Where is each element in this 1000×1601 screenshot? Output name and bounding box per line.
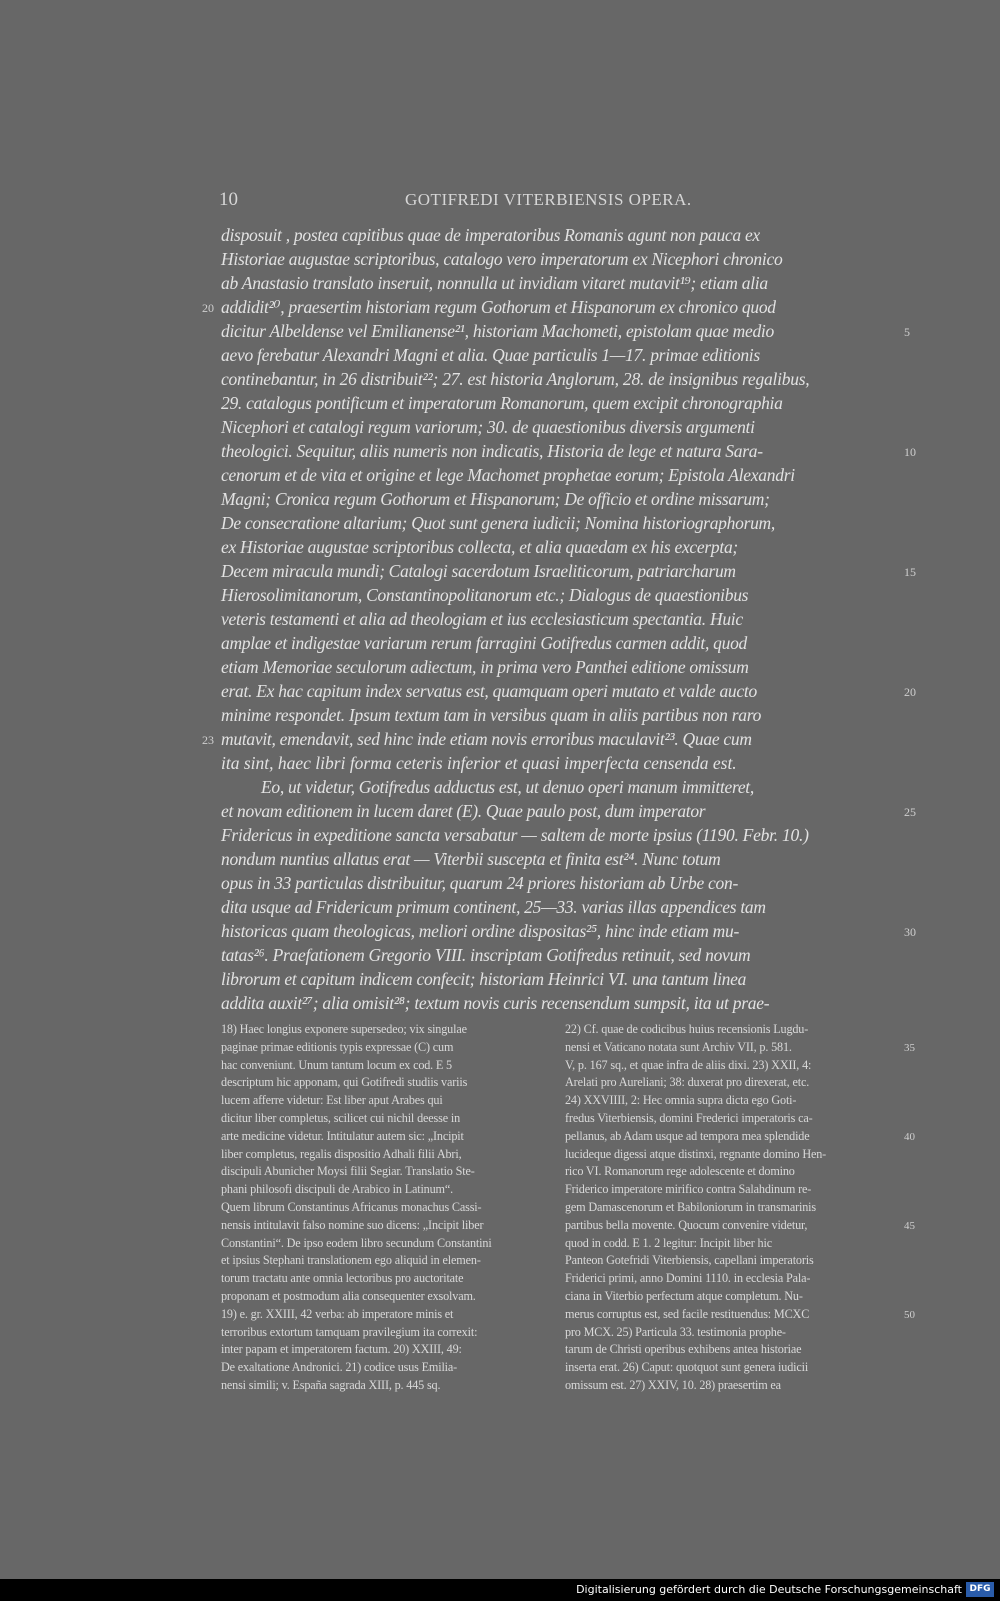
footnote-line: nensi simili; v. España sagrada XIII, p. 445 sq. <box>221 1377 441 1392</box>
text-line: Hierosolimitanorum, Constantinopolitanorum etc.; Dialogus de quaestionibus <box>221 585 749 605</box>
page-header <box>0 189 1000 213</box>
footnote-line: Friderici primi, anno Domini 1110. in ecclesia Pala- <box>565 1271 811 1286</box>
text-line: dita usque ad Fridericum primum continent, 25—33. varias illas appendices tam <box>221 897 766 917</box>
dfg-logo-icon: DFG <box>966 1582 994 1597</box>
text-line: Eo, ut videtur, Gotifredus adductus est, ut denuo operi manum immitteret, <box>261 777 754 797</box>
text-line: Historiae augustae scriptoribus, catalogo vero imperatorum ex Nicephori chronico <box>221 249 783 269</box>
text-line: Fridericus in expeditione sancta versabatur — saltem de morte ipsius (1190. Febr. 10.) <box>221 825 809 845</box>
footnote-line: lucideque digessi atque distinxi, regnante domino Hen- <box>565 1146 827 1161</box>
footer-bar <box>0 1579 1000 1601</box>
line-number-right: 25 <box>904 805 916 819</box>
footnote-line-number: 35 <box>904 1041 915 1054</box>
footnote-line: 18) Haec longius exponere supersedeo; vix singulae <box>221 1022 467 1036</box>
text-line: nondum nuntius allatus erat — Viterbii suscepta et finita est²⁴. Nunc totum <box>221 849 721 869</box>
line-number-right: 5 <box>904 325 910 339</box>
main-text-block <box>221 223 899 1015</box>
footnote-line: et ipsius Stephani translationem ego aliquid in elemen- <box>221 1253 481 1268</box>
footnote-line: fredus Viterbiensis, domini Frederici imperatoris ca- <box>565 1110 813 1125</box>
text-line: tatas²⁶. Praefationem Gregorio VIII. inscriptam Gotifredus retinuit, sed novum <box>221 945 751 965</box>
running-title: GOTIFREDI VITERBIENSIS OPERA. <box>405 190 692 209</box>
footnote-line: tarum de Christi operibus exhibens antea historiae <box>565 1342 802 1357</box>
line-number-left: 20 <box>202 301 214 315</box>
text-line: ab Anastasio translato inseruit, nonnulla ut invidiam vitaret mutavit¹⁹; etiam alia <box>221 273 768 293</box>
footnote-line: Quem librum Constantinus Africanus monachus Cassi- <box>221 1199 482 1214</box>
text-line: dicitur Albeldense vel Emilianense²¹, historiam Machometi, epistolam quae medio <box>221 321 774 341</box>
footnote-line: merus corruptus est, sed facile restituendus: MCXC <box>565 1306 810 1321</box>
text-line: theologici. Sequitur, aliis numeris non indicatis, Historia de lege et natura Sara- <box>221 441 763 461</box>
footnote-line: nensis intitulavit falso nomine suo dicens: „Incipit liber <box>221 1217 484 1232</box>
footnote-line: arte medicine videtur. Intitulatur autem sic: „Incipit <box>221 1128 464 1143</box>
footnote-line: pellanus, ab Adam usque ad tempora mea splendide <box>565 1128 810 1143</box>
text-line: 29. catalogus pontificum et imperatorum Romanorum, quem excipit chronographia <box>221 393 783 413</box>
text-line: Magni; Cronica regum Gothorum et Hispanorum; De officio et ordine missarum; <box>221 489 770 509</box>
page-number: 10 <box>219 189 238 210</box>
footnote-line: terroribus extortum tamquam pravilegium ita correxit: <box>221 1324 478 1339</box>
footnote-line-number: 40 <box>904 1130 915 1143</box>
footnote-line: ciana in Viterbio perfectum atque completum. Nu- <box>565 1288 803 1303</box>
footnote-line: torum tractatu ante omnia lectoribus pro auctoritate <box>221 1271 464 1286</box>
text-line: continebantur, in 26 distribuit²²; 27. est historia Anglorum, 28. de insignibus regalibus, <box>221 369 810 389</box>
footnotes-right-column <box>565 1021 895 1395</box>
text-line: ex Historiae augustae scriptoribus collecta, et alia quaedam ex his excerpta; <box>221 537 738 557</box>
text-line: disposuit , postea capitibus quae de imperatoribus Romanis agunt non pauca ex <box>221 225 760 245</box>
footnote-line: quod in codd. E 1. 2 legitur: Incipit liber hic <box>565 1235 772 1250</box>
footnote-line: inserta erat. 26) Caput: quotquot sunt genera iudicii <box>565 1360 809 1375</box>
line-number-right: 10 <box>904 445 916 459</box>
footnote-line: hac conveniunt. Unum tantum locum ex cod. E 5 <box>221 1057 452 1072</box>
footnote-line: De exaltatione Andronici. 21) codice usus Emilia- <box>221 1360 458 1375</box>
text-line: addidit²⁰, praesertim historiam regum Gothorum et Hispanorum ex chronico quod <box>221 297 776 317</box>
line-number-right: 15 <box>904 565 916 579</box>
footnote-line: phani philosofi discipuli de Arabico in Latinum“. <box>221 1182 453 1197</box>
text-line: Decem miracula mundi; Catalogi sacerdotum Israeliticorum, patriarcharum <box>221 561 736 581</box>
footnote-line: lucem afferre videtur: Est liber aput Arabes qui <box>221 1093 443 1108</box>
footnote-line: descriptum hic apponam, qui Gotifredi studiis variis <box>221 1075 468 1090</box>
footnote-line: inter papam et imperatorem factum. 20) XXIII, 49: <box>221 1342 462 1357</box>
text-line: minime respondet. Ipsum textum tam in versibus quam in aliis partibus non raro <box>221 705 762 725</box>
footnote-line: dicitur liber completus, scilicet cui nichil deesse in <box>221 1110 461 1125</box>
footnote-line: gem Damascenorum et Babiloniorum in transmarinis <box>565 1199 816 1214</box>
line-number-left: 23 <box>202 733 214 747</box>
footnote-line-number: 50 <box>904 1308 915 1321</box>
footnote-line: liber completus, regalis dispositio Adhali filii Abri, <box>221 1146 462 1161</box>
text-line: De consecratione altarium; Quot sunt genera iudicii; Nomina historiographorum, <box>221 513 776 533</box>
text-line: aevo ferebatur Alexandri Magni et alia. Quae particulis 1—17. primae editionis <box>221 345 760 365</box>
footer-credit: Digitalisierung gefördert durch die Deutsche Forschungsgemeinschaft <box>576 1583 962 1596</box>
text-line: mutavit, emendavit, sed hinc inde etiam novis erroribus maculavit²³. Quae cum <box>221 729 752 749</box>
footnote-line: nensi et Vaticano notata sunt Archiv VII, p. 581. <box>565 1039 792 1054</box>
footnotes-left-column <box>221 1021 551 1395</box>
text-line: amplae et indigestae variarum rerum farragini Gotifredus carmen addit, quod <box>221 633 747 653</box>
text-line: veteris testamenti et alia ad theologiam et ius ecclesiasticum spectantia. Huic <box>221 609 743 629</box>
footnote-line: proponam et postmodum alia consequenter exsolvam. <box>221 1288 476 1303</box>
footnote-line: 19) e. gr. XXIII, 42 verba: ab imperatore minis et <box>221 1306 454 1321</box>
footnote-line: Constantini“. De ipso eodem libro secundum Constantini <box>221 1235 492 1250</box>
footnote-line: pro MCX. 25) Particula 33. testimonia prophe- <box>565 1324 786 1339</box>
footnote-line: Panteon Gotefridi Viterbiensis, capellani imperatoris <box>565 1253 814 1268</box>
footnote-line: discipuli Abunicher Moysi filii Segiar. Translatio Ste- <box>221 1164 475 1179</box>
footnote-line: rico VI. Romanorum rege adolescente et domino <box>565 1164 795 1179</box>
footnote-line-number: 45 <box>904 1219 915 1232</box>
text-line: ita sint, haec libri forma ceteris inferior et quasi imperfecta censenda est. <box>221 753 737 773</box>
text-line: librorum et capitum indicem confecit; historiam Heinrici VI. una tantum linea <box>221 969 747 989</box>
text-line: Nicephori et catalogi regum variorum; 30. de quaestionibus diversis argumenti <box>221 417 755 437</box>
line-number-right: 30 <box>904 925 916 939</box>
footnote-line: 24) XXVIIII, 2: Hec omnia supra dicta ego Goti- <box>565 1093 797 1108</box>
text-line: addita auxit²⁷; alia omisit²⁸; textum novis curis recensendum sumpsit, ita ut prae- <box>221 993 770 1013</box>
footnote-line: V, p. 167 sq., et quae infra de aliis dixi. 23) XXII, 4: <box>565 1057 812 1072</box>
text-line: et novam editionem in lucem daret (E). Quae paulo post, dum imperator <box>221 801 706 821</box>
text-line: etiam Memoriae seculorum adiectum, in prima vero Panthei editione omissum <box>221 657 749 677</box>
text-line: historicas quam theologicas, meliori ordine dispositas²⁵, hinc inde etiam mu- <box>221 921 740 941</box>
footnote-line: omissum est. 27) XXIV, 10. 28) praesertim ea <box>565 1377 781 1392</box>
text-line: opus in 33 particulas distribuitur, quarum 24 priores historiam ab Urbe con- <box>221 873 738 893</box>
line-number-right: 20 <box>904 685 916 699</box>
footnote-line: 22) Cf. quae de codicibus huius recensionis Lugdu- <box>565 1022 809 1036</box>
text-line: cenorum et de vita et origine et lege Machomet prophetae eorum; Epistola Alexandri <box>221 465 795 485</box>
footnote-line: partibus bella movente. Quocum convenire videtur, <box>565 1217 808 1232</box>
text-line: erat. Ex hac capitum index servatus est, quamquam operi mutato et valde aucto <box>221 681 757 701</box>
footnote-line: Friderico imperatore mirifico contra Salahdinum re- <box>565 1182 812 1197</box>
footnote-line: paginae primae editionis typis expressae (C) cum <box>221 1039 454 1054</box>
footnote-line: Arelati pro Aureliani; 38: duxerat pro direxerat, etc. <box>565 1075 810 1090</box>
